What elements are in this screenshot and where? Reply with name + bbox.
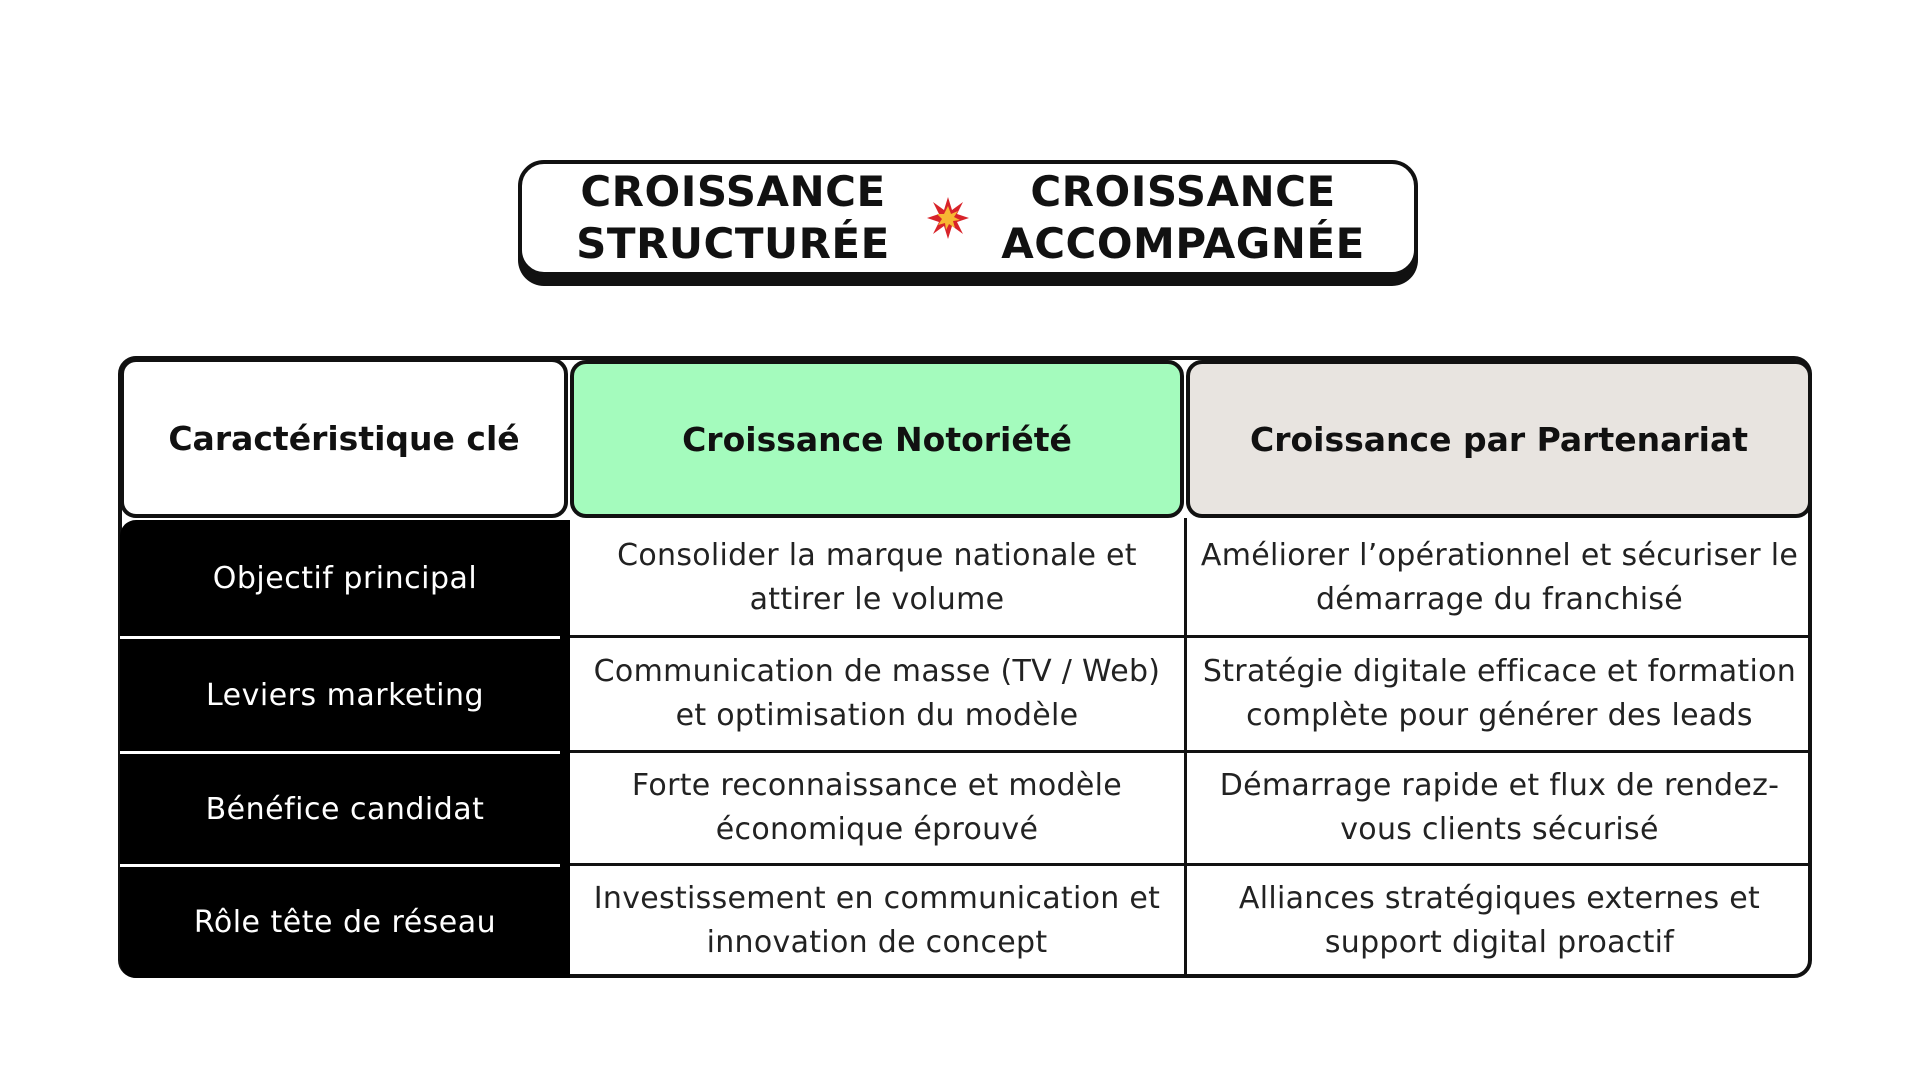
title-badge bbox=[518, 160, 1418, 276]
title-left-line2: STRUCTURÉE bbox=[576, 219, 890, 268]
row-label-column bbox=[120, 520, 570, 978]
spark-burst-icon bbox=[918, 188, 978, 248]
cell-leviers-partenariat: Stratégie digitale efficace et formation complète pour générer des leads bbox=[1202, 654, 1797, 733]
header-notoriete: Croissance Notoriété bbox=[570, 360, 1184, 518]
cell-role-partenariat: Alliances stratégiques externes et support digital proactif bbox=[1238, 881, 1761, 960]
header-key: Caractéristique clé bbox=[120, 358, 568, 518]
cell-benefice-partenariat: Démarrage rapide et flux de rendez-vous clients sécurisé bbox=[1219, 768, 1780, 847]
row-label-objectif: Objectif principal bbox=[212, 560, 478, 596]
row-label-leviers: Leviers marketing bbox=[205, 677, 485, 713]
title-right-line1: CROISSANCE bbox=[1030, 167, 1336, 216]
title-left bbox=[548, 166, 918, 270]
row-label-role: Rôle tête de réseau bbox=[193, 905, 497, 940]
comparison-table bbox=[118, 356, 1812, 978]
title-right-line2: ACCOMPAGNÉE bbox=[1001, 219, 1365, 268]
cell-objectif-partenariat: Améliorer l’opérationnel et sécuriser le démarrage du franchisé bbox=[1200, 537, 1799, 617]
cell-objectif-notoriete: Consolider la marque nationale et attirer le volume bbox=[617, 537, 1137, 617]
cell-benefice-notoriete: Forte reconnaissance et modèle économique éprouvé bbox=[631, 768, 1123, 847]
header-partenariat: Croissance par Partenariat bbox=[1186, 360, 1812, 518]
row-label-benefice: Bénéfice candidat bbox=[205, 791, 485, 827]
cell-role-notoriete: Investissement en communication et innovation de concept bbox=[593, 881, 1161, 960]
title-left-line1: CROISSANCE bbox=[580, 167, 886, 216]
cell-leviers-notoriete: Communication de masse (TV / Web) et optimisation du modèle bbox=[593, 654, 1161, 733]
title-right bbox=[978, 166, 1388, 270]
